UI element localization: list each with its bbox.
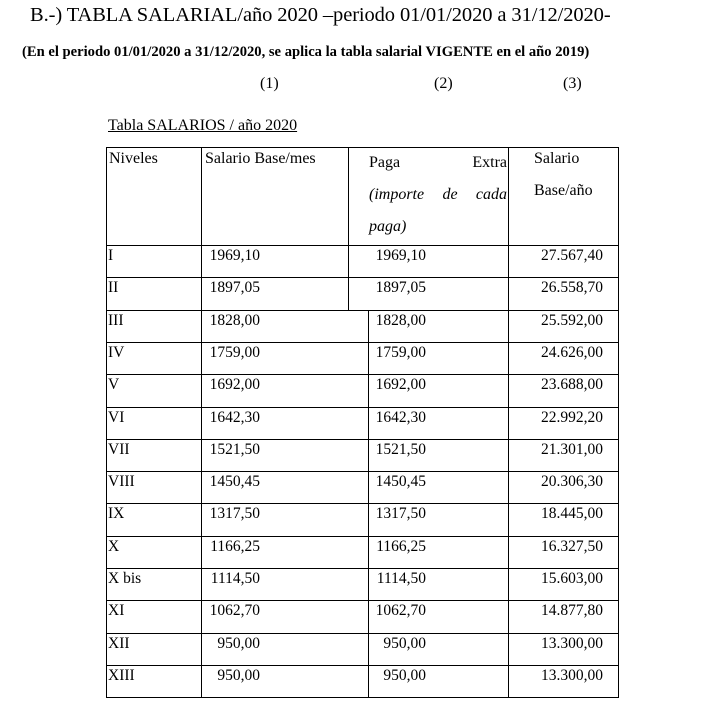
cell-salario-base-ano: 16.327,50 [541, 537, 603, 555]
cell-salario-base-ano: 13.300,00 [541, 666, 603, 684]
cell-salario-base-ano: 20.306,30 [541, 473, 603, 491]
cell-salario-base-ano: 13.300,00 [541, 634, 603, 652]
grid-line [106, 568, 619, 569]
header-paga-extra-line2-c: cada [475, 186, 507, 203]
column-number-2: (2) [434, 75, 453, 92]
grid-line [106, 147, 107, 698]
header-niveles: Niveles [109, 150, 158, 167]
cell-salario-base-mes: 1521,50 [209, 440, 260, 458]
grid-line [106, 665, 619, 666]
cell-paga-extra: 1114,50 [376, 570, 426, 587]
grid-line [106, 407, 619, 408]
cell-salario-base-ano: 14.877,80 [541, 602, 603, 620]
header-salario-base-ano-line1: Salario [534, 150, 580, 167]
cell-paga-extra: 1062,70 [375, 602, 426, 620]
cell-salario-base-ano: 23.688,00 [541, 376, 603, 394]
grid-line [106, 374, 619, 375]
cell-salario-base-mes: 1450,45 [209, 473, 260, 491]
cell-salario-base-ano: 27.567,40 [541, 247, 603, 264]
header-paga-extra-line2-a: (importe [369, 186, 425, 203]
grid-line [618, 147, 619, 698]
cell-nivel: IV [108, 343, 125, 361]
grid-line [106, 600, 619, 601]
cell-salario-base-mes: 1166,25 [210, 537, 260, 555]
grid-line [106, 633, 619, 634]
cell-paga-extra: 1897,05 [375, 279, 426, 297]
cell-salario-base-ano: 26.558,70 [541, 279, 603, 297]
grid-line [106, 697, 619, 698]
cell-paga-extra: 950,00 [383, 634, 426, 652]
cell-salario-base-ano: 18.445,00 [541, 505, 603, 523]
grid-line [106, 245, 619, 246]
cell-paga-extra: 1642,30 [375, 408, 426, 426]
cell-nivel: X bis [108, 570, 142, 587]
grid-line [106, 277, 619, 278]
grid-line [106, 503, 619, 504]
cell-salario-base-mes: 1642,30 [209, 408, 260, 426]
cell-salario-base-mes: 1969,10 [209, 247, 260, 264]
cell-salario-base-ano: 21.301,00 [541, 440, 603, 458]
header-paga-extra [369, 147, 507, 243]
cell-salario-base-mes: 1897,05 [209, 279, 260, 297]
column-number-1: (1) [260, 75, 279, 92]
cell-nivel: III [108, 311, 124, 329]
cell-salario-base-mes: 1114,50 [210, 570, 260, 587]
cell-paga-extra: 1521,50 [375, 440, 426, 458]
cell-nivel: XIII [108, 666, 135, 684]
document-subtitle: (En el periodo 01/01/2020 a 31/12/2020, se aplica la tabla salarial VIGENTE en el año 2019) [22, 44, 590, 60]
grid-line [106, 147, 619, 148]
header-paga-extra-line3: paga) [369, 218, 407, 235]
cell-salario-base-mes: 1317,50 [209, 505, 260, 523]
cell-nivel: II [108, 279, 119, 297]
cell-paga-extra: 1969,10 [375, 247, 426, 264]
cell-paga-extra: 1759,00 [375, 343, 426, 361]
cell-nivel: I [108, 247, 114, 264]
cell-nivel: IX [108, 505, 125, 523]
cell-paga-extra: 1317,50 [375, 505, 426, 523]
cell-salario-base-mes: 950,00 [217, 666, 260, 684]
cell-nivel: XI [108, 602, 125, 620]
cell-salario-base-ano: 25.592,00 [541, 311, 603, 329]
column-number-3: (3) [563, 75, 582, 92]
cell-salario-base-ano: 22.992,20 [541, 408, 603, 426]
grid-line [106, 536, 619, 537]
cell-nivel: X [108, 537, 120, 555]
cell-salario-base-mes: 950,00 [217, 634, 260, 652]
cell-salario-base-ano: 24.626,00 [541, 343, 603, 361]
cell-nivel: VIII [108, 473, 135, 491]
document-title: B.-) TABLA SALARIAL/año 2020 –periodo 01/01/2020 a 31/12/2020- [30, 4, 611, 26]
cell-paga-extra: 1450,45 [375, 473, 426, 491]
cell-nivel: VII [108, 440, 130, 458]
header-paga-extra-line2-b: de [442, 186, 458, 203]
grid-line [106, 439, 619, 440]
grid-line [106, 471, 619, 472]
table-caption: Tabla SALARIOS / año 2020 [108, 117, 298, 134]
cell-salario-base-mes: 1692,00 [209, 376, 260, 394]
header-salario-base-mes: Salario Base/mes [205, 150, 316, 167]
cell-salario-base-mes: 1828,00 [209, 311, 260, 329]
cell-nivel: V [108, 376, 120, 394]
cell-paga-extra: 950,00 [383, 666, 426, 684]
cell-nivel: XII [108, 634, 130, 652]
grid-line [201, 147, 202, 698]
header-salario-base-ano-line2: Base/año [534, 182, 593, 199]
cell-salario-base-mes: 1062,70 [209, 602, 260, 620]
grid-line [348, 147, 349, 311]
grid-line [106, 342, 619, 343]
grid-line [508, 147, 509, 698]
cell-paga-extra: 1828,00 [375, 311, 426, 329]
header-paga-extra-word2: Extra [472, 154, 507, 171]
cell-salario-base-ano: 15.603,00 [541, 570, 603, 587]
cell-paga-extra: 1166,25 [376, 537, 426, 555]
cell-paga-extra: 1692,00 [375, 376, 426, 394]
header-paga-extra-word1: Paga [369, 154, 401, 171]
grid-line [106, 310, 619, 311]
cell-nivel: VI [108, 408, 125, 426]
cell-salario-base-mes: 1759,00 [209, 343, 260, 361]
